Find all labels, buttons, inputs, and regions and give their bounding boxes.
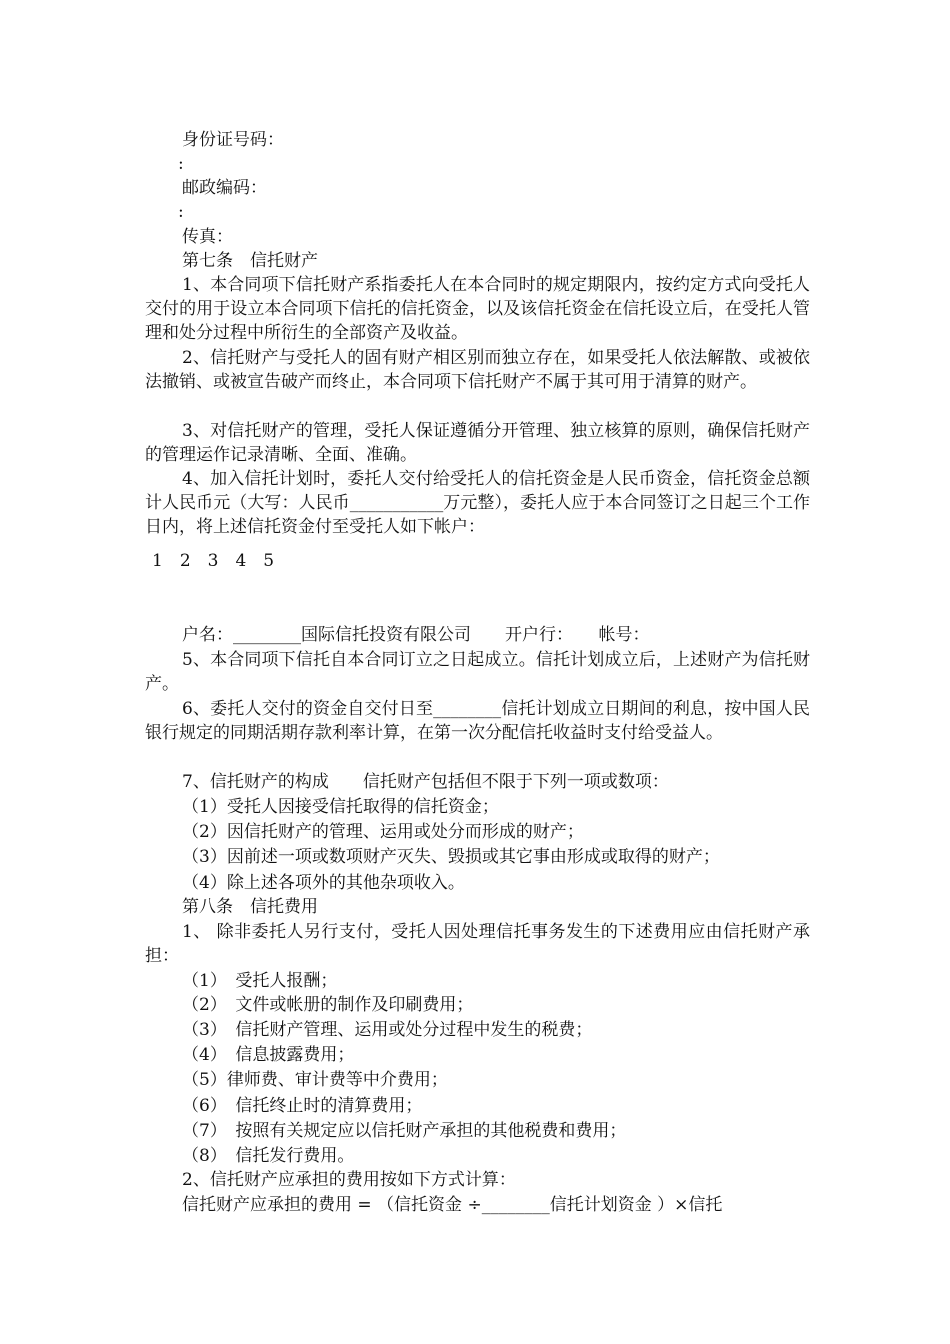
fax-label: 传真： <box>182 227 233 247</box>
article-7-paragraph-1: 1、本合同项下信托财产系指委托人在本合同时的规定期限内，按约定方式向受托人交付的用于设立本合同项下信托的信托资金，以及该信托资金在信托设立后，在受托人管理和处分过程中所衍生的全部资产及收益。 <box>145 275 810 344</box>
colon-line: : <box>178 154 184 174</box>
article-7-paragraph-7: 7、信托财产的构成 信托财产包括但不限于下列一项或数项： <box>182 772 669 792</box>
article-8-paragraph-1: 1、 除非委托人另行支付，受托人因处理信托事务发生的下述费用应由信托财产承担： <box>145 922 810 967</box>
list-item: （7） 按照有关规定应以信托财产承担的其他税费和费用； <box>182 1121 627 1141</box>
list-item: （5）律师费、审计费等中介费用； <box>182 1070 448 1090</box>
list-item: （8） 信托发行费用。 <box>182 1146 355 1166</box>
number-row: 1 2 3 4 5 <box>152 551 275 571</box>
list-item: （3） 信托财产管理、运用或处分过程中发生的税费； <box>182 1020 593 1040</box>
article-7-paragraph-2: 2、信托财产与受托人的固有财产相区别而独立存在，如果受托人依法解散、或被依法撤销、或被宣告破产而终止，本合同项下信托财产不属于其可用于清算的财产。 <box>145 348 810 393</box>
list-item: （2） 文件或帐册的制作及印刷费用； <box>182 995 474 1015</box>
article-8-paragraph-2: 2、信托财产应承担的费用按如下方式计算： <box>182 1170 516 1190</box>
fee-formula: 信托财产应承担的费用 = （信托资金 ÷________信托计划资金 ）×信托 <box>182 1195 723 1215</box>
list-item: （4）除上述各项外的其他杂项收入。 <box>182 873 465 893</box>
article-8-title: 第八条 信托费用 <box>182 897 318 917</box>
list-item: （1）受托人因接受信托取得的信托资金； <box>182 797 499 817</box>
list-item: （2）因信托财产的管理、运用或处分而形成的财产； <box>182 822 584 842</box>
list-item: （1） 受托人报酬； <box>182 971 338 991</box>
id-number-label: 身份证号码： <box>182 130 284 150</box>
list-item: （6） 信托终止时的清算费用； <box>182 1096 423 1116</box>
article-7-paragraph-4: 4、加入信托计划时，委托人交付给受托人的信托资金是人民币资金，信托资金总额计人民币元（大写：人民币___________万元整），委托人应于本合同签订之日起三个工作日内，将上述信托资金付至受托人如下帐户： <box>145 469 810 538</box>
colon-line: : <box>178 202 184 222</box>
article-7-title: 第七条 信托财产 <box>182 251 318 271</box>
article-7-paragraph-5: 5、本合同项下信托自本合同订立之日起成立。信托计划成立后，上述财产为信托财产。 <box>145 650 810 695</box>
account-info: 户名：________国际信托投资有限公司 开户行： 帐号： <box>182 625 650 645</box>
list-item: （4） 信息披露费用； <box>182 1045 355 1065</box>
postcode-label: 邮政编码： <box>182 178 267 198</box>
article-7-paragraph-6: 6、委托人交付的资金自交付日至________信托计划成立日期间的利息，按中国人民银行规定的同期活期存款利率计算，在第一次分配信托收益时支付给受益人。 <box>145 699 810 744</box>
article-7-paragraph-3: 3、对信托财产的管理，受托人保证遵循分开管理、独立核算的原则，确保信托财产的管理运作记录清晰、全面、准确。 <box>145 421 810 466</box>
list-item: （3）因前述一项或数项财产灭失、毁损或其它事由形成或取得的财产； <box>182 847 720 867</box>
